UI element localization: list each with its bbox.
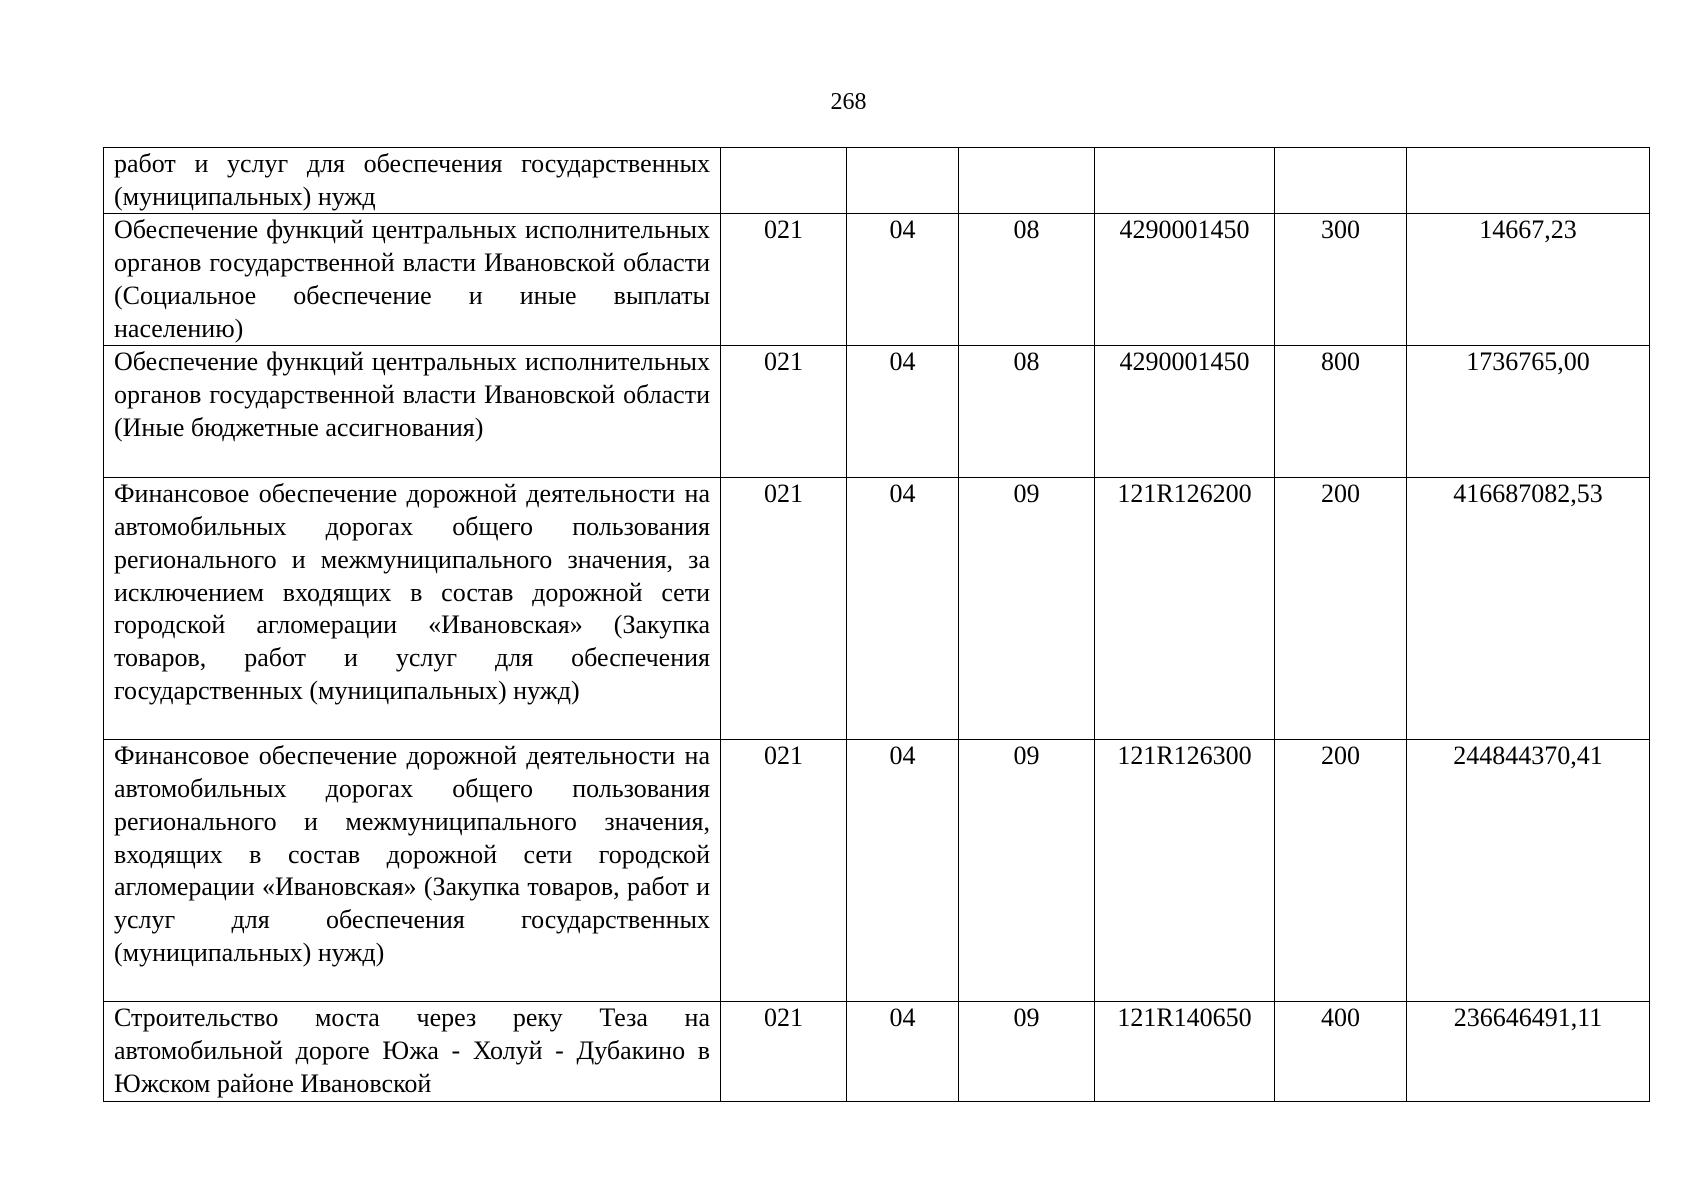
- budget-table: [103, 147, 1650, 1102]
- row-name-cell: Обеспечение функций центральных исполнительных органов государственной власти Ивановской области (Социальное обеспечение и иные выплаты населению): [104, 214, 721, 346]
- admin-code-cell: 021: [721, 740, 847, 1002]
- target-article-cell: 4290001450: [1095, 214, 1275, 346]
- amount-cell: 14667,23: [1407, 214, 1650, 346]
- target-article-cell: [1095, 148, 1275, 214]
- row-name-cell: работ и услуг для обеспечения государственных (муниципальных) нужд: [104, 148, 721, 214]
- subsection-code-cell: [959, 148, 1095, 214]
- amount-cell: 416687082,53: [1407, 478, 1650, 740]
- table-row: [104, 214, 1650, 346]
- target-article-cell: 121R140650: [1095, 1002, 1275, 1101]
- section-code-cell: 04: [847, 214, 959, 346]
- expense-kind-cell: 200: [1275, 478, 1407, 740]
- admin-code-cell: 021: [721, 346, 847, 478]
- amount-cell: 244844370,41: [1407, 740, 1650, 1002]
- expense-kind-cell: [1275, 148, 1407, 214]
- table-row: [104, 346, 1650, 478]
- expense-kind-cell: 200: [1275, 740, 1407, 1002]
- table-row: [104, 478, 1650, 740]
- admin-code-cell: 021: [721, 1002, 847, 1101]
- amount-cell: [1407, 148, 1650, 214]
- section-code-cell: 04: [847, 1002, 959, 1101]
- amount-cell: 236646491,11: [1407, 1002, 1650, 1101]
- expense-kind-cell: 300: [1275, 214, 1407, 346]
- subsection-code-cell: 08: [959, 214, 1095, 346]
- admin-code-cell: 021: [721, 214, 847, 346]
- page-number: 268: [830, 89, 867, 115]
- row-name-cell: Финансовое обеспечение дорожной деятельности на автомобильных дорогах общего пользования регионального и межмуниципального значения, входящих в состав дорожной сети городской агломерации «Ивановская» (Закупка товаров, работ и услуг для обеспечения государственных (муниципальных) нужд): [104, 740, 721, 1002]
- target-article-cell: 121R126300: [1095, 740, 1275, 1002]
- subsection-code-cell: 09: [959, 740, 1095, 1002]
- subsection-code-cell: 08: [959, 346, 1095, 478]
- section-code-cell: 04: [847, 740, 959, 1002]
- subsection-code-cell: 09: [959, 478, 1095, 740]
- admin-code-cell: 021: [721, 478, 847, 740]
- expense-kind-cell: 800: [1275, 346, 1407, 478]
- target-article-cell: 121R126200: [1095, 478, 1275, 740]
- row-name-cell: Строительство моста через реку Теза на автомобильной дороге Южа - Холуй - Дубакино в Южском районе Ивановской: [104, 1002, 721, 1101]
- amount-cell: 1736765,00: [1407, 346, 1650, 478]
- row-name-cell: Финансовое обеспечение дорожной деятельности на автомобильных дорогах общего пользования регионального и межмуниципального значения, за исключением входящих в состав дорожной сети городской агломерации «Ивановская» (Закупка товаров, работ и услуг для обеспечения государственных (муниципальных) нужд): [104, 478, 721, 740]
- table-row: [104, 740, 1650, 1002]
- subsection-code-cell: 09: [959, 1002, 1095, 1101]
- table-row: [104, 1002, 1650, 1101]
- expense-kind-cell: 400: [1275, 1002, 1407, 1101]
- section-code-cell: 04: [847, 346, 959, 478]
- row-name-cell: Обеспечение функций центральных исполнительных органов государственной власти Ивановской области (Иные бюджетные ассигнования): [104, 346, 721, 478]
- section-code-cell: [847, 148, 959, 214]
- section-code-cell: 04: [847, 478, 959, 740]
- target-article-cell: 4290001450: [1095, 346, 1275, 478]
- table-row: [104, 148, 1650, 214]
- admin-code-cell: [721, 148, 847, 214]
